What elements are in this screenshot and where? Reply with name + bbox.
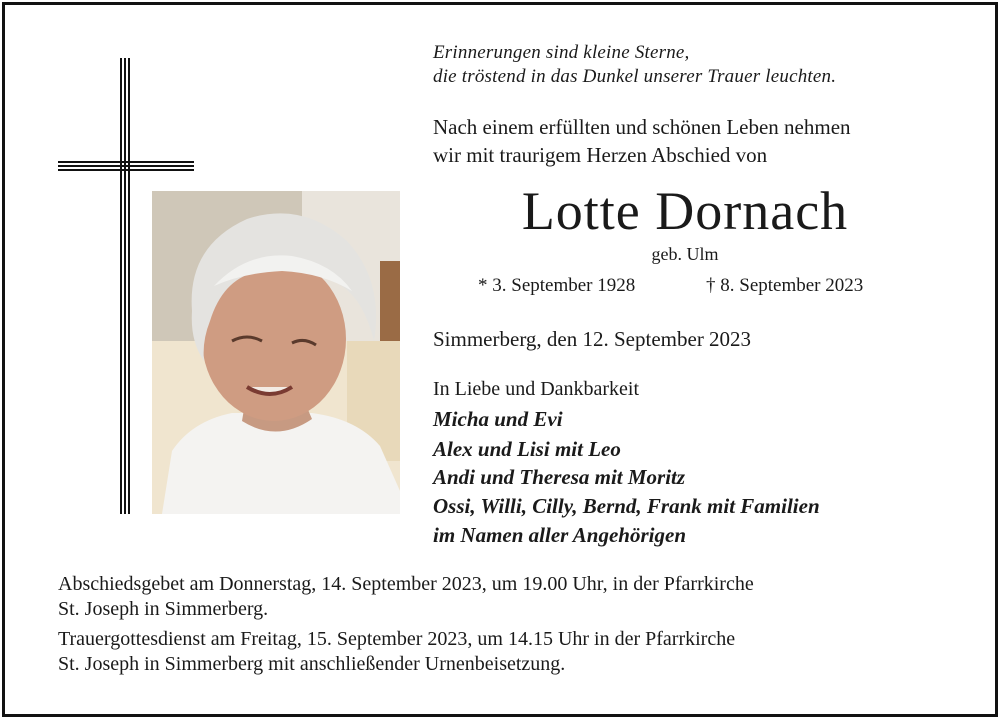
portrait-photo	[152, 191, 400, 514]
service-line-4: St. Joseph in Simmerberg mit anschließender Urnenbeisetzung.	[58, 653, 566, 675]
service-line-1: Abschiedsgebet am Donnerstag, 14. September 2023, um 19.00 Uhr, in der Pfarrkirche	[58, 573, 754, 595]
quote-line-1: Erinnerungen sind kleine Sterne,	[433, 42, 690, 63]
mourner-name: Alex und Lisi mit Leo	[433, 437, 621, 461]
mourners-heading: In Liebe und Dankbarkeit	[433, 378, 640, 400]
death-date: † 8. September 2023	[706, 275, 864, 296]
deceased-name: Lotte Dornach	[521, 181, 849, 241]
mourner-name: im Namen aller Angehörigen	[433, 523, 686, 547]
birth-date: * 3. September 1928	[478, 275, 636, 296]
intro-line-1: Nach einem erfüllten und schönen Leben nehmen	[433, 115, 851, 139]
intro-line-2: wir mit traurigem Herzen Abschied von	[433, 143, 768, 167]
quote-line-2: die tröstend in das Dunkel unserer Trauer leuchten.	[433, 66, 837, 87]
place-and-date: Simmerberg, den 12. September 2023	[433, 327, 752, 351]
mourner-name: Andi und Theresa mit Moritz	[433, 465, 686, 489]
service-line-2: St. Joseph in Simmerberg.	[58, 598, 269, 620]
mourner-name: Ossi, Willi, Cilly, Bernd, Frank mit Familien	[433, 494, 820, 518]
birth-name: geb. Ulm	[651, 244, 719, 264]
mourner-name: Micha und Evi	[433, 407, 563, 431]
service-line-3: Trauergottesdienst am Freitag, 15. September 2023, um 14.15 Uhr in der Pfarrkirche	[58, 628, 736, 650]
